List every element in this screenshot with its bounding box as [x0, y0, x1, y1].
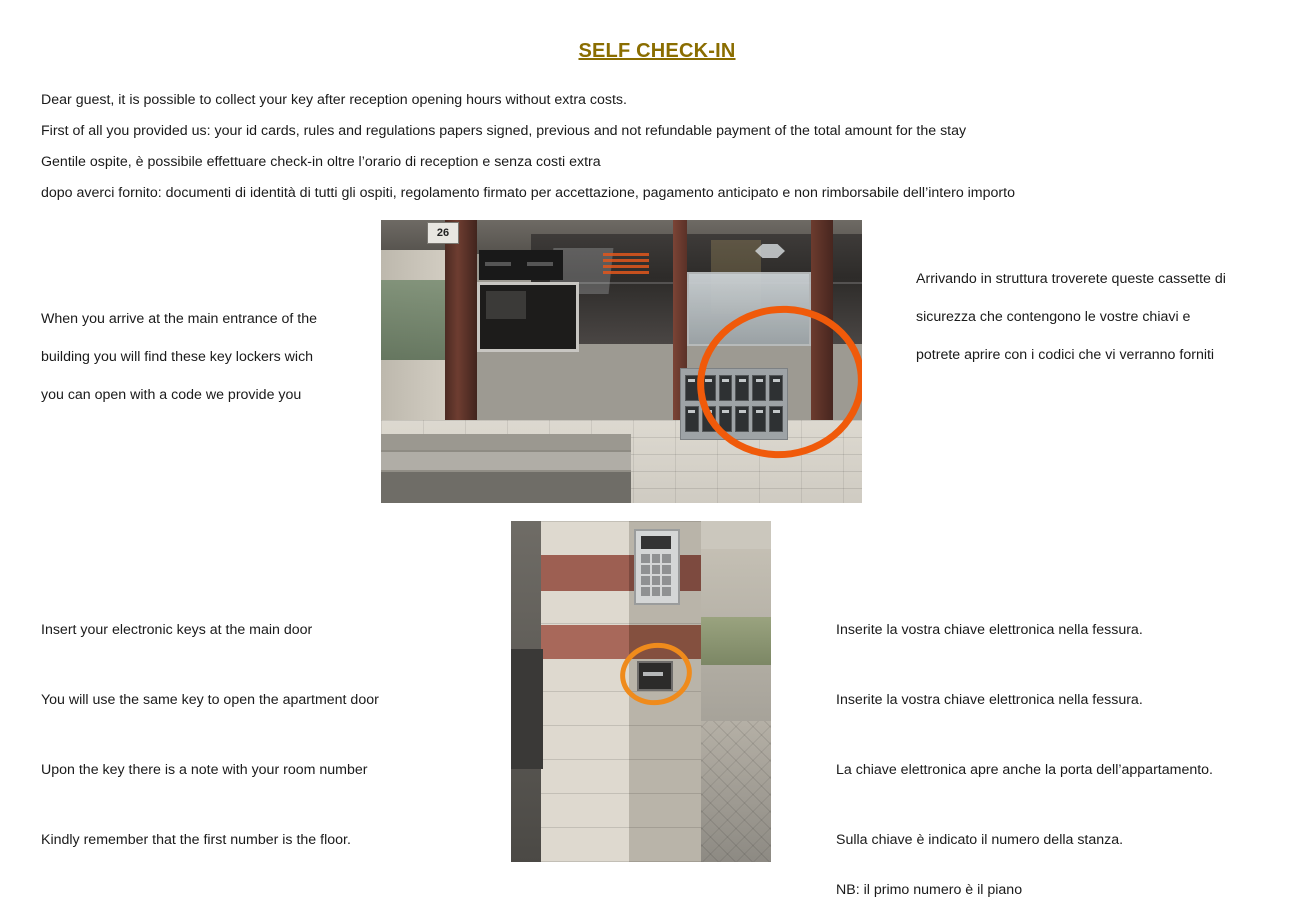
keypad-key — [652, 565, 661, 574]
section-two-left-text — [41, 595, 471, 875]
photo2-handrail — [511, 649, 543, 769]
section-one-right-line-2: sicurezza che contengono le vostre chiavi e — [916, 309, 1191, 325]
photo2-garden — [701, 617, 771, 665]
section-two-right-line-2: Inserite la vostra chiave elettronica nella fessura. — [836, 692, 1143, 708]
house-number-label: 26 — [427, 222, 459, 244]
section-two-right-line-1: Inserite la vostra chiave elettronica nella fessura. — [836, 622, 1143, 638]
intro-line-3: Gentile ospite, è possibile effettuare check-in oltre l’orario di reception e senza costi extra — [41, 154, 601, 170]
photo-display-case — [477, 282, 579, 352]
entrance-lockers-photo — [381, 220, 862, 503]
keypad-key — [652, 554, 661, 563]
keypad-key — [641, 554, 650, 563]
page-title: SELF CHECK-IN — [578, 40, 736, 62]
photo-interior-light — [603, 253, 649, 275]
photo-brick-column-a — [445, 220, 477, 420]
intro-line-2: First of all you provided us: your id cards, rules and regulations papers signed, previous and not refundable payment of the total amount for the stay — [41, 123, 967, 139]
section-two-left-line-2: You will use the same key to open the apartment door — [41, 692, 379, 708]
photo-entrance-steps — [381, 434, 631, 503]
section-two-right-text — [836, 595, 1286, 905]
intro-line-1: Dear guest, it is possible to collect your key after reception opening hours without extra costs. — [41, 92, 627, 108]
section-one-left-line-1: When you arrive at the main entrance of the — [41, 311, 318, 327]
keypad-key — [652, 587, 661, 596]
section-one-left-text — [41, 300, 371, 414]
intro-line-4: dopo averci fornito: documenti di identità di tutti gli ospiti, regolamento firmato per accettazione, pagamento anticipato e non rimborsabile dell’intero importo — [41, 185, 1015, 201]
section-two-left-line-4: Kindly remember that the first number is the floor. — [41, 832, 351, 848]
section-one-right-text — [916, 260, 1296, 374]
photo-left-window — [381, 280, 445, 360]
section-two-right-line-4: Sulla chiave è indicato il numero della stanza. — [836, 832, 1124, 848]
section-one-right-line-3: potrete aprire con i codici che vi verranno forniti — [916, 347, 1215, 363]
photo2-paving — [701, 721, 771, 862]
locker-cell — [685, 406, 699, 432]
keypad-screen — [641, 536, 671, 549]
section-two-right-line-5: NB: il primo numero è il piano — [836, 882, 1023, 898]
keypad-key — [641, 565, 650, 574]
section-two-right-line-3: La chiave elettronica apre anche la porta dell’appartamento. — [836, 762, 1214, 778]
entrance-pillar-photo — [511, 521, 771, 862]
section-one-left-line-3: you can open with a code we provide you — [41, 387, 302, 403]
keypad-key — [652, 576, 661, 585]
keypad-keys — [641, 554, 671, 596]
keypad-key — [662, 565, 671, 574]
section-two-left-line-3: Upon the key there is a note with your room number — [41, 762, 368, 778]
section-two-left-line-1: Insert your electronic keys at the main door — [41, 622, 313, 638]
keypad-key — [662, 587, 671, 596]
keypad-key — [641, 587, 650, 596]
keypad-key — [662, 576, 671, 585]
intercom-keypad — [634, 529, 680, 605]
keypad-key — [641, 576, 650, 585]
photo-wall-boxes — [479, 250, 563, 280]
intro-paragraphs — [41, 85, 1281, 209]
keypad-key — [662, 554, 671, 563]
section-one-right-line-1: Arrivando in struttura troverete queste cassette di — [916, 271, 1226, 287]
section-one-left-line-2: building you will find these key lockers wich — [41, 349, 314, 365]
